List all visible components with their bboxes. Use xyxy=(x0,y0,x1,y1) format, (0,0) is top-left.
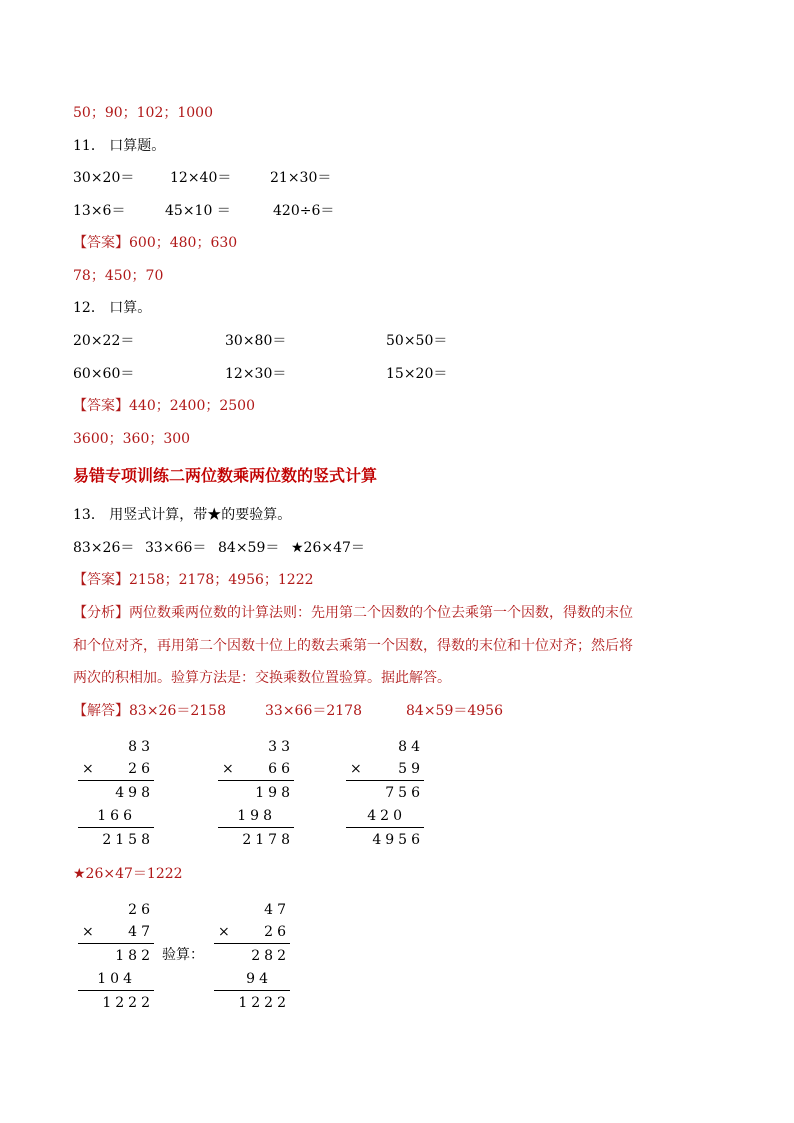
top-answer-line: 50；90；102；1000 xyxy=(73,105,213,121)
q13-problem-3: 84×59＝ xyxy=(218,540,280,556)
partial-product-1: 756 xyxy=(385,785,424,801)
analysis-label: 【分析】 xyxy=(73,605,129,621)
divider-line xyxy=(218,780,294,781)
times-sign: × xyxy=(82,761,94,777)
times-sign: × xyxy=(218,924,230,940)
q12-r2-c3: 15×20＝ xyxy=(386,366,448,382)
analysis-text-1: 两位数乘两位数的计算法则：先用第二个因数的个位去乘第一个因数，得数的末位 xyxy=(129,605,633,621)
partial-product-1: 182 xyxy=(115,948,154,964)
vertical-calc-2 xyxy=(218,738,294,850)
times-sign: × xyxy=(222,761,234,777)
result: 1222 xyxy=(102,995,154,1011)
multiplier: 26 xyxy=(128,761,154,777)
q11-r2-c1: 13×6＝ xyxy=(73,203,126,219)
result: 2158 xyxy=(102,832,154,848)
times-sign: × xyxy=(82,924,94,940)
q12-r2-c1: 60×60＝ xyxy=(73,366,135,382)
vertical-calc-3 xyxy=(346,738,424,850)
partial-product-2: 94 xyxy=(246,971,272,987)
q12-answer xyxy=(73,396,255,416)
q11-r2-c3: 420÷6＝ xyxy=(273,203,335,219)
check-label: 验算： xyxy=(162,947,204,963)
q12-r2-c2: 12×30＝ xyxy=(225,366,287,382)
q11-title: 11． 口算题。 xyxy=(73,138,166,154)
q11-answer-1: 600；480；630 xyxy=(129,235,238,251)
multiplicand: 84 xyxy=(398,739,424,755)
divider-line xyxy=(78,827,154,828)
q13-solution xyxy=(73,701,226,721)
vertical-calc-1 xyxy=(78,738,154,850)
q13-answer xyxy=(73,570,314,590)
q13-problem-1: 83×26＝ xyxy=(73,540,135,556)
divider-line xyxy=(78,780,154,781)
q12-answer-2: 3600；360；300 xyxy=(73,431,191,447)
q13-title: 13． 用竖式计算，带★的要验算。 xyxy=(73,507,292,523)
multiplicand: 47 xyxy=(264,902,290,918)
multiplier: 66 xyxy=(268,761,294,777)
partial-product-2: 198 xyxy=(237,808,276,824)
result: 4956 xyxy=(372,832,424,848)
divider-line xyxy=(214,943,290,944)
answer-label: 【答案】 xyxy=(73,235,129,251)
divider-line xyxy=(214,990,290,991)
q11-answer-2: 78；450；70 xyxy=(73,268,164,284)
multiplicand: 83 xyxy=(128,739,154,755)
partial-product-2: 166 xyxy=(97,808,136,824)
answer-label: 【答案】 xyxy=(73,572,129,588)
partial-product-1: 498 xyxy=(115,785,154,801)
q13-analysis-1 xyxy=(73,603,633,623)
q11-answer xyxy=(73,233,237,253)
multiplicand: 26 xyxy=(128,902,154,918)
partial-product-1: 282 xyxy=(251,948,290,964)
answer-label: 【答案】 xyxy=(73,398,129,414)
divider-line xyxy=(346,827,424,828)
q13-analysis-2: 和个位对齐，再用第二个因数十位上的数去乘第一个因数，得数的末位和十位对齐；然后将 xyxy=(73,638,633,654)
divider-line xyxy=(346,780,424,781)
vertical-calc-5 xyxy=(214,901,290,1013)
q13-problem-2: 33×66＝ xyxy=(145,540,207,556)
partial-product-1: 198 xyxy=(255,785,294,801)
multiplicand: 33 xyxy=(268,739,294,755)
result: 2178 xyxy=(242,832,294,848)
q11-r2-c2: 45×10 ＝ xyxy=(165,203,231,219)
q12-title: 12． 口算。 xyxy=(73,300,152,316)
result: 1222 xyxy=(238,995,290,1011)
solution-item-1: 83×26＝2158 xyxy=(129,703,226,719)
q13-analysis-3: 两次的积相加。验算方法是：交换乘数位置验算。据此解答。 xyxy=(73,670,451,686)
vertical-calc-4 xyxy=(78,901,154,1013)
divider-line xyxy=(218,827,294,828)
solution-item-3: 84×59＝4956 xyxy=(406,703,503,719)
partial-product-2: 420 xyxy=(367,808,406,824)
section-heading: 易错专项训练二两位数乘两位数的竖式计算 xyxy=(73,466,378,485)
q13-problem-4: ★26×47＝ xyxy=(291,540,365,556)
divider-line xyxy=(78,943,154,944)
solution-label: 【解答】 xyxy=(73,703,129,719)
multiplier: 59 xyxy=(398,761,424,777)
multiplier: 47 xyxy=(128,924,154,940)
q11-r1-c3: 21×30＝ xyxy=(270,170,332,186)
q11-r1-c1: 30×20＝ xyxy=(73,170,135,186)
q13-answer-values: 2158；2178；4956；1222 xyxy=(129,572,314,588)
solution-item-2: 33×66＝2178 xyxy=(265,703,362,719)
divider-line xyxy=(78,990,154,991)
partial-product-2: 104 xyxy=(97,971,136,987)
q12-r1-c1: 20×22＝ xyxy=(73,333,135,349)
q12-r1-c3: 50×50＝ xyxy=(386,333,448,349)
q12-answer-1: 440；2400；2500 xyxy=(129,398,255,414)
multiplier: 26 xyxy=(264,924,290,940)
q11-r1-c2: 12×40＝ xyxy=(170,170,232,186)
times-sign: × xyxy=(350,761,362,777)
q12-r1-c2: 30×80＝ xyxy=(225,333,287,349)
star-item: ★26×47＝1222 xyxy=(73,866,183,882)
